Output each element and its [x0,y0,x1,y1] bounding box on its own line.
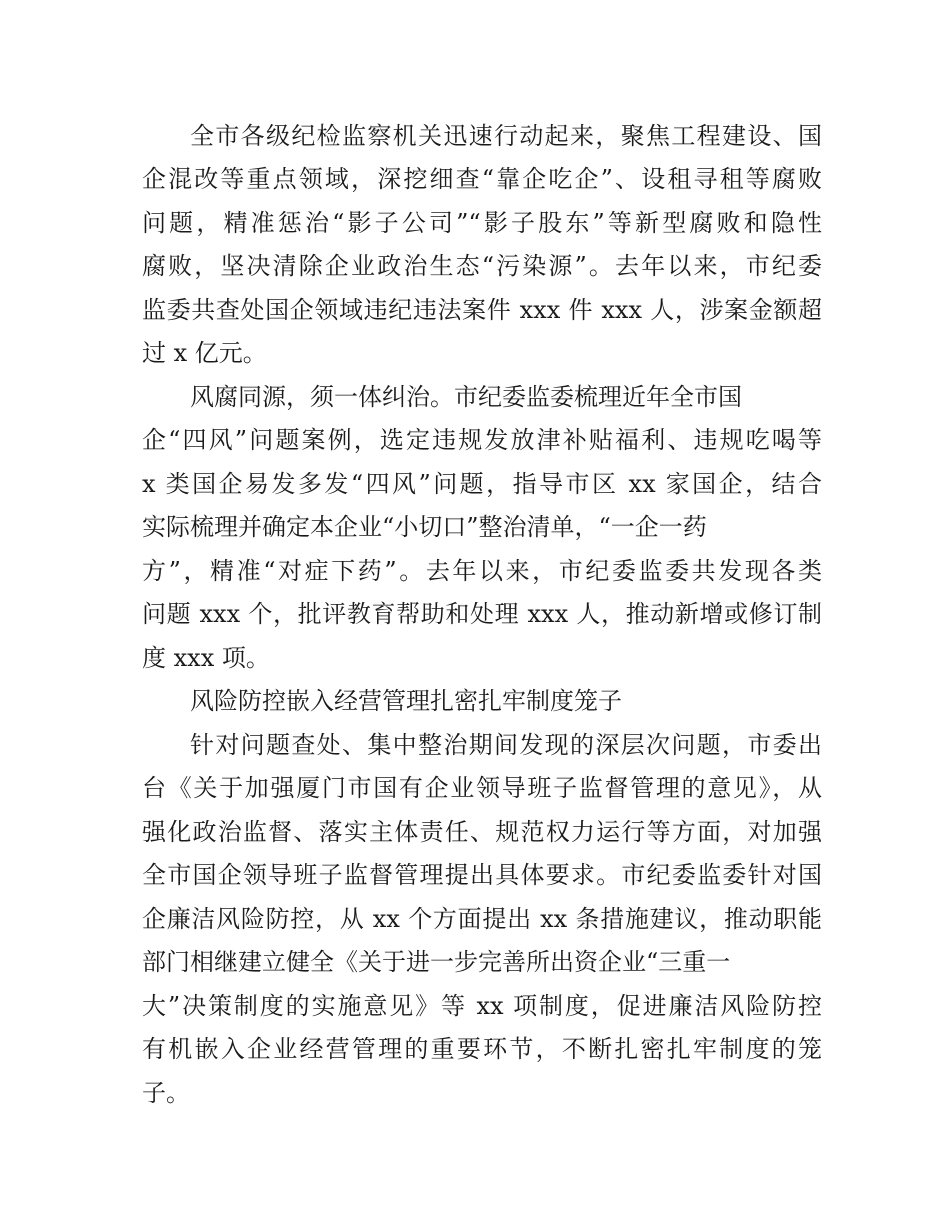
paragraph-2-line-7: 度 xxx 项。 [142,644,270,672]
paragraph-2-line-1: 风腐同源，须一体纠治。市纪委监委梳理近年全市国 [190,383,742,411]
paragraph-3-line-9: 子。 [142,1079,190,1107]
paragraph-1-line-1: 全市各级纪检监察机关迅速行动起来，聚焦工程建设、国 [190,122,822,150]
paragraph-1-line-6: 过 x 亿元。 [142,339,267,367]
paragraph-2-line-2: 企“四风”问题案例，选定违规发放津补贴福利、违规吃喝等 [142,426,822,454]
paragraph-3-line-2: 台《关于加强厦门市国有企业领导班子监督管理的意见》，从 [142,774,822,802]
paragraph-2-line-6: 问题 xxx 个，批评教育帮助和处理 xxx 人，推动新增或修订制 [142,600,822,628]
paragraph-2-line-5: 方”，精准“对症下药”。去年以来，市纪委监委共发现各类 [142,557,822,585]
paragraph-3-line-5: 企廉洁风险防控，从 xx 个方面提出 xx 条措施建议，推动职能 [142,905,822,933]
paragraph-2-line-4: 实际梳理并确定本企业“小切口”整治清单，“一企一药 [142,513,707,541]
paragraph-3-line-4: 全市国企领导班子监督管理提出具体要求。市纪委监委针对国 [142,861,822,889]
paragraph-3-line-1: 针对问题查处、集中整治期间发现的深层次问题，市委出 [190,731,822,759]
paragraph-3-line-7: 大”决策制度的实施意见》等 xx 项制度，促进廉洁风险防控 [142,992,822,1020]
paragraph-3-line-6: 部门相继建立健全《关于进一步完善所出资企业“三重一 [142,948,731,976]
paragraph-3-line-8: 有机嵌入企业经营管理的重要环节，不断扎密扎牢制度的笼 [142,1035,822,1063]
paragraph-3-line-3: 强化政治监督、落实主体责任、规范权力运行等方面，对加强 [142,818,822,846]
paragraph-1-line-2: 企混改等重点领域，深挖细查“靠企吃企”、设租寻租等腐败 [142,165,822,193]
section-heading: 风险防控嵌入经营管理扎密扎牢制度笼子 [190,687,622,715]
paragraph-1-line-3: 问题，精准惩治“影子公司”“影子股东”等新型腐败和隐性 [142,209,822,237]
paragraph-1-line-4: 腐败，坚决清除企业政治生态“污染源”。去年以来，市纪委 [142,252,822,280]
paragraph-1-line-5: 监委共查处国企领域违纪违法案件 xxx 件 xxx 人，涉案金额超 [142,296,822,324]
paragraph-2-line-3: x 类国企易发多发“四风”问题，指导市区 xx 家国企，结合 [142,470,822,498]
